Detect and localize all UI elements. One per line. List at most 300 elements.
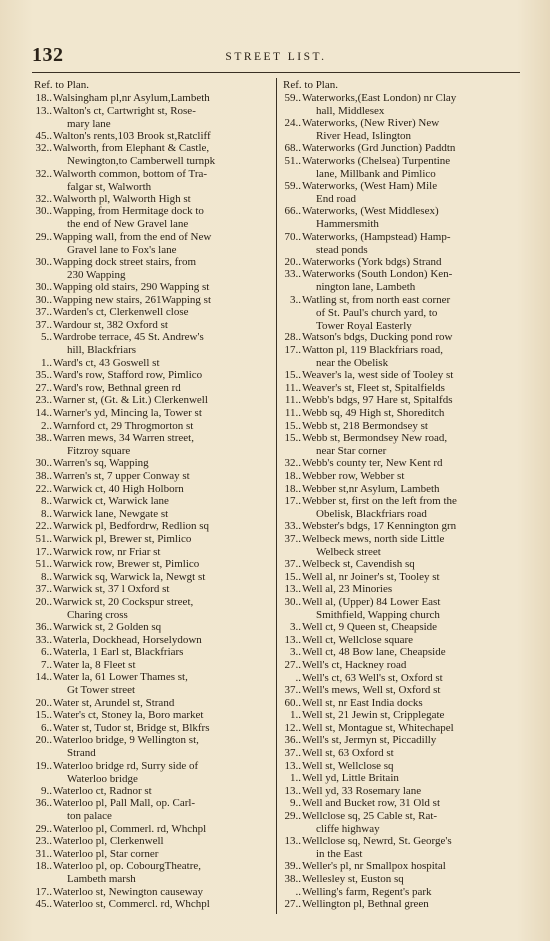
street-entry [281, 117, 521, 142]
plan-reference: 38 .. [32, 432, 53, 457]
street-description [53, 470, 272, 483]
plan-reference: 38 .. [281, 873, 302, 886]
street-continuation-line: the end of New Gravel lane [67, 218, 189, 231]
street-entry [32, 571, 272, 584]
street-entry [32, 722, 272, 735]
street-name-line: Waterworks, (New River) New [302, 117, 440, 130]
street-description [302, 886, 521, 899]
street-name-line: Wardour st, 382 Oxford st [53, 318, 168, 331]
street-entry [281, 722, 521, 735]
plan-reference: 30 .. [32, 281, 53, 294]
plan-reference: 30 .. [32, 294, 53, 307]
plan-reference: 23 .. [32, 835, 53, 848]
street-entry [32, 294, 272, 307]
street-description [53, 357, 272, 370]
street-continuation-line: 230 Wapping [67, 268, 126, 281]
plan-reference: 17 .. [32, 546, 53, 559]
street-entry [281, 583, 521, 596]
plan-reference: 18 .. [281, 470, 302, 483]
plan-reference: 60 .. [281, 697, 302, 710]
street-description [302, 797, 521, 810]
plan-reference: 13 .. [281, 785, 302, 798]
street-description [302, 420, 521, 433]
plan-reference: 13 .. [281, 835, 302, 860]
plan-reference: 11 .. [281, 382, 302, 395]
street-name-line: Warwick row, nr Friar st [53, 545, 161, 558]
street-name-line: Walworth pl, Walworth High st [53, 192, 191, 205]
street-entry [281, 344, 521, 369]
plan-reference: 13 .. [281, 583, 302, 596]
plan-reference: 59 .. [281, 92, 302, 117]
plan-reference: 18 .. [32, 92, 53, 105]
plan-reference: 15 .. [281, 420, 302, 433]
street-continuation-line: Strand [67, 747, 96, 760]
street-name-line: Ward's ct, 43 Goswell st [53, 356, 160, 369]
street-name-line: Wellclose sq, Newrd, St. George's [302, 835, 452, 848]
street-entry [32, 357, 272, 370]
street-entry [281, 407, 521, 420]
street-description [53, 835, 272, 848]
plan-reference: 59 .. [281, 180, 302, 205]
plan-reference: 32 .. [281, 457, 302, 470]
street-entry [281, 873, 521, 886]
street-description [302, 747, 521, 760]
street-description [302, 596, 521, 621]
street-description [53, 760, 272, 785]
plan-reference: 1 .. [281, 772, 302, 785]
plan-reference: 39 .. [281, 860, 302, 873]
plan-reference [281, 672, 302, 685]
street-description [302, 709, 521, 722]
street-description [302, 432, 521, 457]
plan-reference: 2 .. [32, 420, 53, 433]
street-entry [32, 130, 272, 143]
street-description [302, 634, 521, 647]
plan-reference: 9 .. [281, 797, 302, 810]
street-entry [281, 382, 521, 395]
street-entry [32, 823, 272, 836]
street-continuation-line: lane, Millbank and Pimlico [316, 168, 436, 180]
street-entry [32, 848, 272, 861]
page-number: 132 [32, 44, 64, 66]
street-description [302, 117, 521, 142]
street-name-line: Warwick st, 20 Cockspur street, [53, 595, 194, 608]
street-continuation-line: Newington,to Camberwell turnpk [67, 155, 216, 168]
street-name-line: Wapping dock street stairs, from [53, 255, 196, 268]
street-name-line: Warwick ct, 40 High Holborn [53, 482, 184, 495]
street-entry [281, 420, 521, 433]
street-description [53, 659, 272, 672]
plan-reference: 15 .. [281, 432, 302, 457]
street-entry [32, 697, 272, 710]
plan-reference: 33 .. [32, 634, 53, 647]
street-name-line: Waterworks (Chelsea) Turpentine [302, 155, 451, 167]
plan-reference: 20 .. [32, 734, 53, 759]
street-name-line: Warwick ct, Warwick lane [53, 495, 169, 508]
street-entry [281, 709, 521, 722]
street-entry [32, 659, 272, 672]
plan-reference: 37 .. [281, 533, 302, 558]
street-description [53, 168, 272, 193]
street-entry [281, 294, 521, 332]
street-entry [32, 760, 272, 785]
street-description [53, 797, 272, 822]
plan-reference: 30 .. [32, 256, 53, 281]
street-name-line: Waterloo pl, Commerl. rd, Whchpl [53, 822, 207, 835]
street-entry [281, 760, 521, 773]
street-name-line: Warwick st, 37 l Oxford st [53, 583, 170, 596]
street-entry [32, 483, 272, 496]
plan-reference: 30 .. [32, 457, 53, 470]
street-name-line: Water st, Tudor st, Bridge st, Blkfrs [53, 721, 210, 734]
street-entry [281, 369, 521, 382]
street-name-line: Walworth, from Elephant & Castle, [53, 142, 210, 155]
plan-reference: 17 .. [32, 886, 53, 899]
street-name-line: Weaver's la, west side of Tooley st [302, 369, 454, 382]
street-name-line: Walworth common, bottom of Tra- [53, 167, 208, 180]
street-name-line: Waterworks (Grd Junction) Paddtn [302, 142, 456, 155]
plan-reference: 35 .. [32, 369, 53, 382]
street-entry [281, 142, 521, 155]
plan-reference: 28 .. [281, 331, 302, 344]
plan-reference: 33 .. [281, 520, 302, 533]
street-name-line: Waterworks,(East London) nr Clay [302, 92, 457, 104]
street-name-line: Walsingham pl,nr Asylum,Lambeth [53, 92, 210, 104]
street-description [302, 382, 521, 395]
street-description [53, 722, 272, 735]
street-entry [281, 483, 521, 496]
street-name-line: Water's ct, Stoney la, Boro market [53, 709, 204, 722]
plan-reference: 66 .. [281, 205, 302, 230]
plan-reference: 19 .. [32, 760, 53, 785]
street-continuation-line: Lambeth marsh [67, 873, 136, 886]
column-title: Ref. to Plan. [34, 79, 89, 91]
plan-reference: 32 .. [32, 142, 53, 167]
street-entry [281, 155, 521, 180]
plan-reference: 13 .. [281, 634, 302, 647]
plan-reference: 20 .. [32, 697, 53, 710]
street-name-line: Wapping wall, from the end of New [53, 230, 212, 243]
street-name-line: Well ct, 9 Queen st, Cheapside [302, 621, 438, 634]
street-entry [32, 382, 272, 395]
street-name-line: Weller's pl, nr Smallpox hospital [302, 860, 446, 873]
street-entry [32, 495, 272, 508]
street-description [302, 344, 521, 369]
street-entry [281, 886, 521, 899]
street-entry [281, 697, 521, 710]
plan-reference: 22 .. [32, 520, 53, 533]
plan-reference: 24 .. [281, 117, 302, 142]
street-description [302, 810, 521, 835]
plan-reference: 5 .. [32, 331, 53, 356]
street-continuation-line: in the East [316, 848, 363, 861]
plan-reference: 27 .. [32, 382, 53, 395]
street-name-line: Webb's bdgs, 97 Hare st, Spitalfds [302, 394, 453, 407]
street-description [302, 873, 521, 886]
street-name-line: Webber row, Webber st [302, 469, 405, 482]
plan-reference: 14 .. [32, 407, 53, 420]
plan-reference: 18 .. [32, 860, 53, 885]
street-name-line: Wapping old stairs, 290 Wapping st [53, 281, 210, 293]
street-description [53, 709, 272, 722]
street-entry [32, 407, 272, 420]
plan-reference: 37 .. [281, 684, 302, 697]
plan-reference: 36 .. [32, 621, 53, 634]
plan-reference: 27 .. [281, 898, 302, 911]
street-description [302, 92, 521, 117]
plan-reference: 29 .. [32, 231, 53, 256]
street-entry [32, 520, 272, 533]
street-name-line: Well ct, Wellclose square [302, 633, 414, 646]
plan-reference: 31 .. [32, 848, 53, 861]
street-continuation-line: falgar st, Walworth [67, 180, 152, 193]
plan-reference: 9 .. [32, 785, 53, 798]
street-entry [32, 256, 272, 281]
street-entry [32, 533, 272, 546]
plan-reference: 51 .. [281, 155, 302, 180]
street-name-line: Well al, (Upper) 84 Lower East [302, 595, 441, 608]
plan-reference: 6 .. [32, 646, 53, 659]
street-name-line: Well and Bucket row, 31 Old st [302, 797, 441, 810]
plan-reference: 51 .. [32, 533, 53, 546]
street-name-line: Warwick row, Brewer st, Pimlico [53, 558, 200, 571]
street-entry [281, 772, 521, 785]
street-description [302, 772, 521, 785]
plan-reference: 1 .. [32, 357, 53, 370]
street-name-line: Well st, 21 Jewin st, Cripplegate [302, 709, 445, 722]
street-name-line: Wapping, from Hermitage dock to [53, 205, 204, 218]
street-name-line: Waterla, 1 Earl st, Blackfriars [53, 646, 184, 659]
street-entry [281, 621, 521, 634]
street-entry [32, 596, 272, 621]
street-description [302, 533, 521, 558]
street-description [302, 722, 521, 735]
street-entry [281, 558, 521, 571]
street-description [53, 886, 272, 899]
street-name-line: Well's ct, Hackney road [302, 658, 407, 671]
street-description [302, 860, 521, 873]
street-description [302, 898, 521, 911]
street-name-line: Warwick st, 2 Golden sq [53, 621, 162, 634]
street-name-line: Wellesley st, Euston sq [302, 873, 404, 886]
street-description [53, 697, 272, 710]
plan-reference: 32 .. [32, 168, 53, 193]
street-description [53, 394, 272, 407]
street-entry [32, 709, 272, 722]
street-continuation-line: Obelisk, Blackfriars road [316, 508, 427, 521]
plan-reference: 11 .. [281, 394, 302, 407]
street-name-line: Weaver's st, Fleet st, Spitalfields [302, 381, 445, 394]
street-description [53, 571, 272, 584]
street-description [302, 155, 521, 180]
street-continuation-line: near the Obelisk [316, 357, 389, 369]
street-name-line: Watson's bdgs, Ducking pond row [302, 331, 453, 344]
street-entry [32, 734, 272, 759]
street-description [302, 294, 521, 332]
street-continuation-line: Gt Tower street [67, 684, 136, 697]
street-description [53, 583, 272, 596]
street-name-line: Wapping new stairs, 261Wapping st [53, 293, 212, 306]
street-description [53, 319, 272, 332]
street-continuation-line: River Head, Islington [316, 130, 412, 143]
street-entry [281, 394, 521, 407]
street-entry [281, 898, 521, 911]
street-name-line: Well yd, 33 Rosemary lane [302, 784, 422, 797]
street-description [53, 193, 272, 206]
street-entry [32, 231, 272, 256]
plan-reference: 36 .. [32, 797, 53, 822]
street-name-line: Wardrobe terrace, 45 St. Andrew's [53, 331, 204, 344]
street-name-line: Welbeck st, Cavendish sq [302, 558, 415, 571]
street-name-line: Waterworks, (Hampstead) Hamp- [302, 230, 451, 243]
street-name-line: Watling st, from north east corner [302, 293, 451, 306]
street-entry [281, 533, 521, 558]
plan-reference: 29 .. [32, 823, 53, 836]
street-entry [281, 231, 521, 256]
street-description [53, 533, 272, 546]
street-name-line: Ward's row, Bethnal green rd [53, 381, 181, 394]
street-list-left-column [32, 79, 272, 911]
plan-reference: 13 .. [281, 760, 302, 773]
street-entry [32, 319, 272, 332]
street-name-line: Waterworks, (West Middlesex) [302, 205, 439, 218]
street-entry [281, 684, 521, 697]
street-name-line: Warner st, (Gt. & Lit.) Clerkenwell [53, 394, 208, 407]
street-description [302, 571, 521, 584]
street-continuation-line: End road [316, 193, 357, 206]
plan-reference: 12 .. [281, 722, 302, 735]
plan-reference: 15 .. [281, 571, 302, 584]
street-entry [281, 520, 521, 533]
street-description [53, 331, 272, 356]
street-name-line: Well's mews, Well st, Oxford st [302, 684, 441, 697]
street-name-line: Warren's st, 7 upper Conway st [53, 469, 190, 482]
street-entry [281, 659, 521, 672]
street-name-line: Webb st, Bermondsey New road, [302, 432, 448, 445]
page-header [32, 44, 520, 70]
plan-reference: 70 .. [281, 231, 302, 256]
street-description [302, 734, 521, 747]
plan-reference: 27 .. [281, 659, 302, 672]
street-name-line: Waterworks (South London) Ken- [302, 268, 453, 281]
street-name-line: Waterloo bridge rd, Surry side of [53, 759, 199, 772]
street-entry [32, 193, 272, 206]
street-continuation-line: Gravel lane to Fox's lane [67, 243, 177, 256]
street-name-line: Water la, 8 Fleet st [53, 658, 136, 671]
plan-reference: 20 .. [32, 596, 53, 621]
street-description [302, 520, 521, 533]
street-entry [32, 420, 272, 433]
street-name-line: Webber st, first on the left from the [302, 495, 457, 508]
street-name-line: Webster's bdgs, 17 Kennington grn [302, 520, 457, 533]
street-name-line: Well st, Wellclose sq [302, 759, 394, 772]
street-entry [281, 180, 521, 205]
street-description [53, 105, 272, 130]
street-continuation-line: ton palace [67, 810, 112, 823]
street-name-line: Warwick pl, Brewer st, Pimlico [53, 532, 192, 545]
street-description [302, 835, 521, 860]
street-entry [281, 785, 521, 798]
street-name-line: Waterloo pl, op. CobourgTheatre, [53, 860, 201, 873]
plan-reference: 37 .. [32, 583, 53, 596]
street-entry [281, 470, 521, 483]
street-description [53, 823, 272, 836]
plan-reference: 17 .. [281, 495, 302, 520]
street-name-line: Warren mews, 34 Warren street, [53, 432, 194, 445]
column-title: Ref. to Plan. [283, 79, 338, 91]
street-continuation-line: Tower Royal Easterly [316, 319, 412, 332]
street-description [53, 596, 272, 621]
street-continuation-line: hall, Middlesex [316, 105, 385, 117]
street-entry [281, 835, 521, 860]
plan-reference: 45 .. [32, 898, 53, 911]
street-entry [32, 886, 272, 899]
street-continuation-line: cliffe highway [316, 823, 380, 836]
street-entry [32, 369, 272, 382]
street-description [302, 583, 521, 596]
street-entry [32, 583, 272, 596]
street-continuation-line: near Star corner [316, 445, 387, 458]
street-description [302, 483, 521, 496]
plan-reference: 30 .. [281, 596, 302, 621]
street-entry [32, 797, 272, 822]
street-description [53, 382, 272, 395]
street-description [53, 483, 272, 496]
street-name-line: Waterloo st, Commercl. rd, Whchpl [53, 898, 210, 911]
plan-reference: 3 .. [281, 621, 302, 634]
street-name-line: Well st, nr East India docks [302, 696, 423, 709]
street-description [302, 785, 521, 798]
street-description [53, 495, 272, 508]
street-name-line: Well al, nr Joiner's st, Tooley st [302, 570, 440, 583]
street-description [302, 205, 521, 230]
street-continuation-line: Smithfield, Wapping church [316, 608, 440, 621]
plan-reference: 8 .. [32, 508, 53, 521]
street-entry [281, 734, 521, 747]
street-description [53, 508, 272, 521]
street-description [302, 142, 521, 155]
street-description [302, 394, 521, 407]
street-name-line: Waterloo ct, Radnor st [53, 784, 152, 797]
plan-reference: 29 .. [281, 810, 302, 835]
street-continuation-line: of St. Paul's church yard, to [316, 306, 438, 319]
plan-reference: 37 .. [32, 319, 53, 332]
street-description [53, 92, 272, 105]
street-entry [32, 205, 272, 230]
street-name-line: Webb st, 218 Bermondsey st [302, 419, 428, 432]
street-name-line: Water la, 61 Lower Thames st, [53, 671, 188, 684]
street-name-line: Warwick sq, Warwick la, Newgt st [53, 570, 206, 583]
street-continuation-line: hill, Blackfriars [67, 344, 137, 357]
street-name-line: Walton's ct, Cartwright st, Rose- [53, 104, 196, 117]
plan-reference: 45 .. [32, 130, 53, 143]
street-name-line: Waterworks, (West Ham) Mile [302, 180, 438, 193]
street-entry [32, 281, 272, 294]
header-rule [32, 72, 520, 73]
street-continuation-line: Fitzroy square [67, 445, 131, 458]
street-entry [281, 92, 521, 117]
street-description [302, 495, 521, 520]
street-description [53, 621, 272, 634]
street-name-line: Waterloo pl, Clerkenwell [53, 835, 164, 848]
street-description [302, 760, 521, 773]
street-entry [281, 268, 521, 293]
street-description [302, 407, 521, 420]
street-name-line: Waterla, Dockhead, Horselydown [53, 633, 202, 646]
street-name-line: Water st, Arundel st, Strand [53, 696, 175, 709]
street-continuation-line: Welbeck street [316, 545, 381, 558]
street-description [302, 659, 521, 672]
